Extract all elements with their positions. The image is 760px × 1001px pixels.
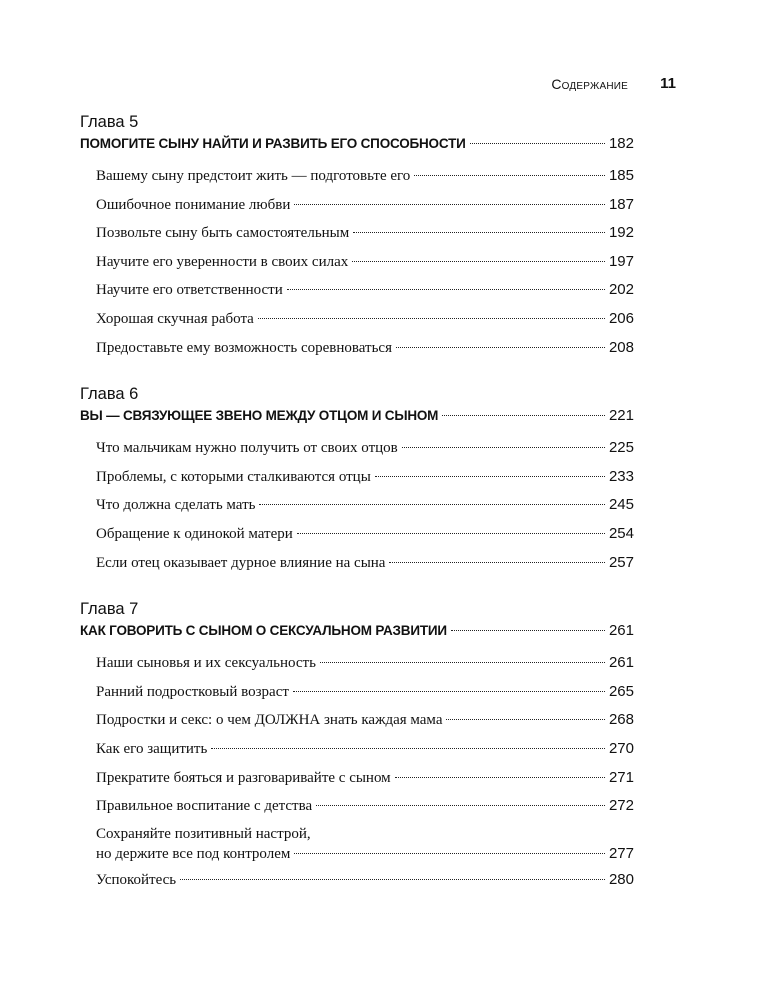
chapter-title: КАК ГОВОРИТЬ С СЫНОМ О СЕКСУАЛЬНОМ РАЗВИТИИ (80, 623, 447, 639)
toc-entry[interactable] (96, 434, 634, 463)
toc-entry[interactable] (96, 649, 634, 678)
entry-page: 270 (608, 739, 634, 757)
dot-leader (442, 415, 605, 416)
dot-leader (180, 879, 605, 880)
entry-page: 192 (608, 224, 634, 242)
dot-leader (389, 562, 605, 563)
toc-entry[interactable] (96, 491, 634, 520)
entry-title: Сохраняйте позитивный настрой, (96, 825, 311, 842)
toc-entry[interactable] (96, 305, 634, 334)
entry-title: Как его защитить (96, 740, 208, 757)
entry-title: Успокойтесь (96, 871, 177, 888)
dot-leader (414, 175, 605, 176)
entry-page: 268 (608, 711, 634, 729)
dot-leader (316, 805, 605, 806)
toc-entry[interactable] (96, 706, 634, 735)
chapter-5 (80, 112, 634, 362)
entry-title: Ошибочное понимание любви (96, 196, 291, 213)
toc-entry[interactable] (96, 792, 634, 821)
entry-page: 225 (608, 439, 634, 457)
chapter-title-entry[interactable] (80, 132, 634, 156)
toc-entry[interactable] (96, 219, 634, 248)
toc-entry[interactable] (96, 735, 634, 764)
entry-page: 265 (608, 682, 634, 700)
entry-page: 272 (608, 797, 634, 815)
chapter-page: 261 (608, 622, 634, 640)
page-number: 11 (660, 75, 676, 92)
chapter-page: 221 (608, 407, 634, 425)
chapter-title-entry[interactable] (80, 619, 634, 643)
entry-title-continuation-line (96, 844, 634, 864)
toc-entry[interactable] (96, 276, 634, 305)
entry-title: Что мальчикам нужно получить от своих отцов (96, 440, 398, 457)
toc-entry[interactable] (96, 334, 634, 363)
dot-leader (211, 748, 605, 749)
toc-entry[interactable] (96, 463, 634, 492)
toc-entry[interactable] (96, 191, 634, 220)
entry-page: 208 (608, 338, 634, 356)
dot-leader (320, 662, 605, 663)
chapter-title: ПОМОГИТЕ СЫНУ НАЙТИ И РАЗВИТЬ ЕГО СПОСОБНОСТИ (80, 136, 466, 151)
entry-title: Научите его ответственности (96, 282, 283, 299)
dot-leader (259, 504, 604, 505)
section-list (80, 649, 634, 894)
toc-entry[interactable] (96, 821, 634, 866)
entry-page: 271 (608, 768, 634, 786)
dot-leader (352, 261, 605, 262)
entry-page: 257 (608, 553, 634, 571)
dot-leader (293, 691, 605, 692)
entry-title: Позвольте сыну быть самостоятельным (96, 225, 350, 242)
entry-page: 206 (608, 309, 634, 327)
table-of-contents (80, 112, 634, 916)
entry-title: Проблемы, с которыми сталкиваются отцы (96, 468, 371, 485)
chapter-label: Глава 5 (80, 113, 139, 131)
section-list (80, 434, 634, 577)
entry-page: 277 (608, 844, 634, 862)
entry-title: Вашему сыну предстоит жить — подготовьте его (96, 168, 411, 184)
entry-page: 185 (608, 167, 634, 184)
dot-leader (258, 318, 605, 319)
toc-entry[interactable] (96, 549, 634, 578)
toc-entry[interactable] (96, 520, 634, 549)
section-list (80, 162, 634, 362)
chapter-page: 182 (608, 135, 634, 152)
dot-leader (395, 777, 605, 778)
entry-page: 254 (608, 524, 634, 542)
dot-leader (375, 476, 605, 477)
entry-title: Что должна сделать мать (96, 497, 256, 514)
dot-leader (353, 232, 605, 233)
dot-leader (470, 143, 605, 144)
dot-leader (287, 289, 605, 290)
entry-title: Наши сыновья и их сексуальность (96, 655, 316, 672)
entry-page: 197 (608, 252, 634, 270)
entry-title: Ранний подростковый возраст (96, 683, 289, 700)
chapter-label: Глава 6 (80, 385, 139, 404)
entry-title: Прекратите бояться и разговаривайте с сыном (96, 769, 391, 786)
entry-title-continuation: но держите все под контролем (96, 845, 291, 862)
dot-leader (396, 347, 605, 348)
dot-leader (294, 853, 605, 854)
toc-entry[interactable] (96, 866, 634, 895)
running-head (0, 76, 760, 96)
entry-title: Если отец оказывает дурное влияние на сына (96, 554, 386, 571)
toc-entry[interactable] (96, 764, 634, 793)
entry-page: 187 (608, 195, 634, 213)
entry-title: Подростки и секс: о чем ДОЛЖНА знать каждая мама (96, 712, 443, 729)
entry-title: Хорошая скучная работа (96, 310, 254, 327)
entry-title: Правильное воспитание с детства (96, 798, 313, 815)
toc-entry[interactable] (96, 678, 634, 707)
running-head-title: Содержание (551, 76, 628, 92)
chapter-label: Глава 7 (80, 600, 139, 619)
toc-entry[interactable] (96, 162, 634, 191)
entry-page: 202 (608, 281, 634, 299)
dot-leader (402, 447, 605, 448)
chapter-title-entry[interactable] (80, 404, 634, 428)
toc-entry[interactable] (96, 248, 634, 277)
entry-page: 233 (608, 467, 634, 485)
entry-title: Предоставьте ему возможность соревноваться (96, 339, 392, 356)
entry-page: 261 (608, 654, 634, 672)
dot-leader (446, 719, 604, 720)
chapter-7 (80, 599, 634, 894)
dot-leader (294, 204, 605, 205)
entry-page: 245 (608, 496, 634, 514)
entry-title: Научите его уверенности в своих силах (96, 253, 349, 270)
entry-page: 280 (608, 870, 634, 888)
dot-leader (297, 533, 605, 534)
chapter-title: ВЫ — СВЯЗУЮЩЕЕ ЗВЕНО МЕЖДУ ОТЦОМ И СЫНОМ (80, 408, 439, 424)
dot-leader (451, 630, 605, 631)
entry-title: Обращение к одинокой матери (96, 525, 293, 542)
chapter-6 (80, 384, 634, 577)
